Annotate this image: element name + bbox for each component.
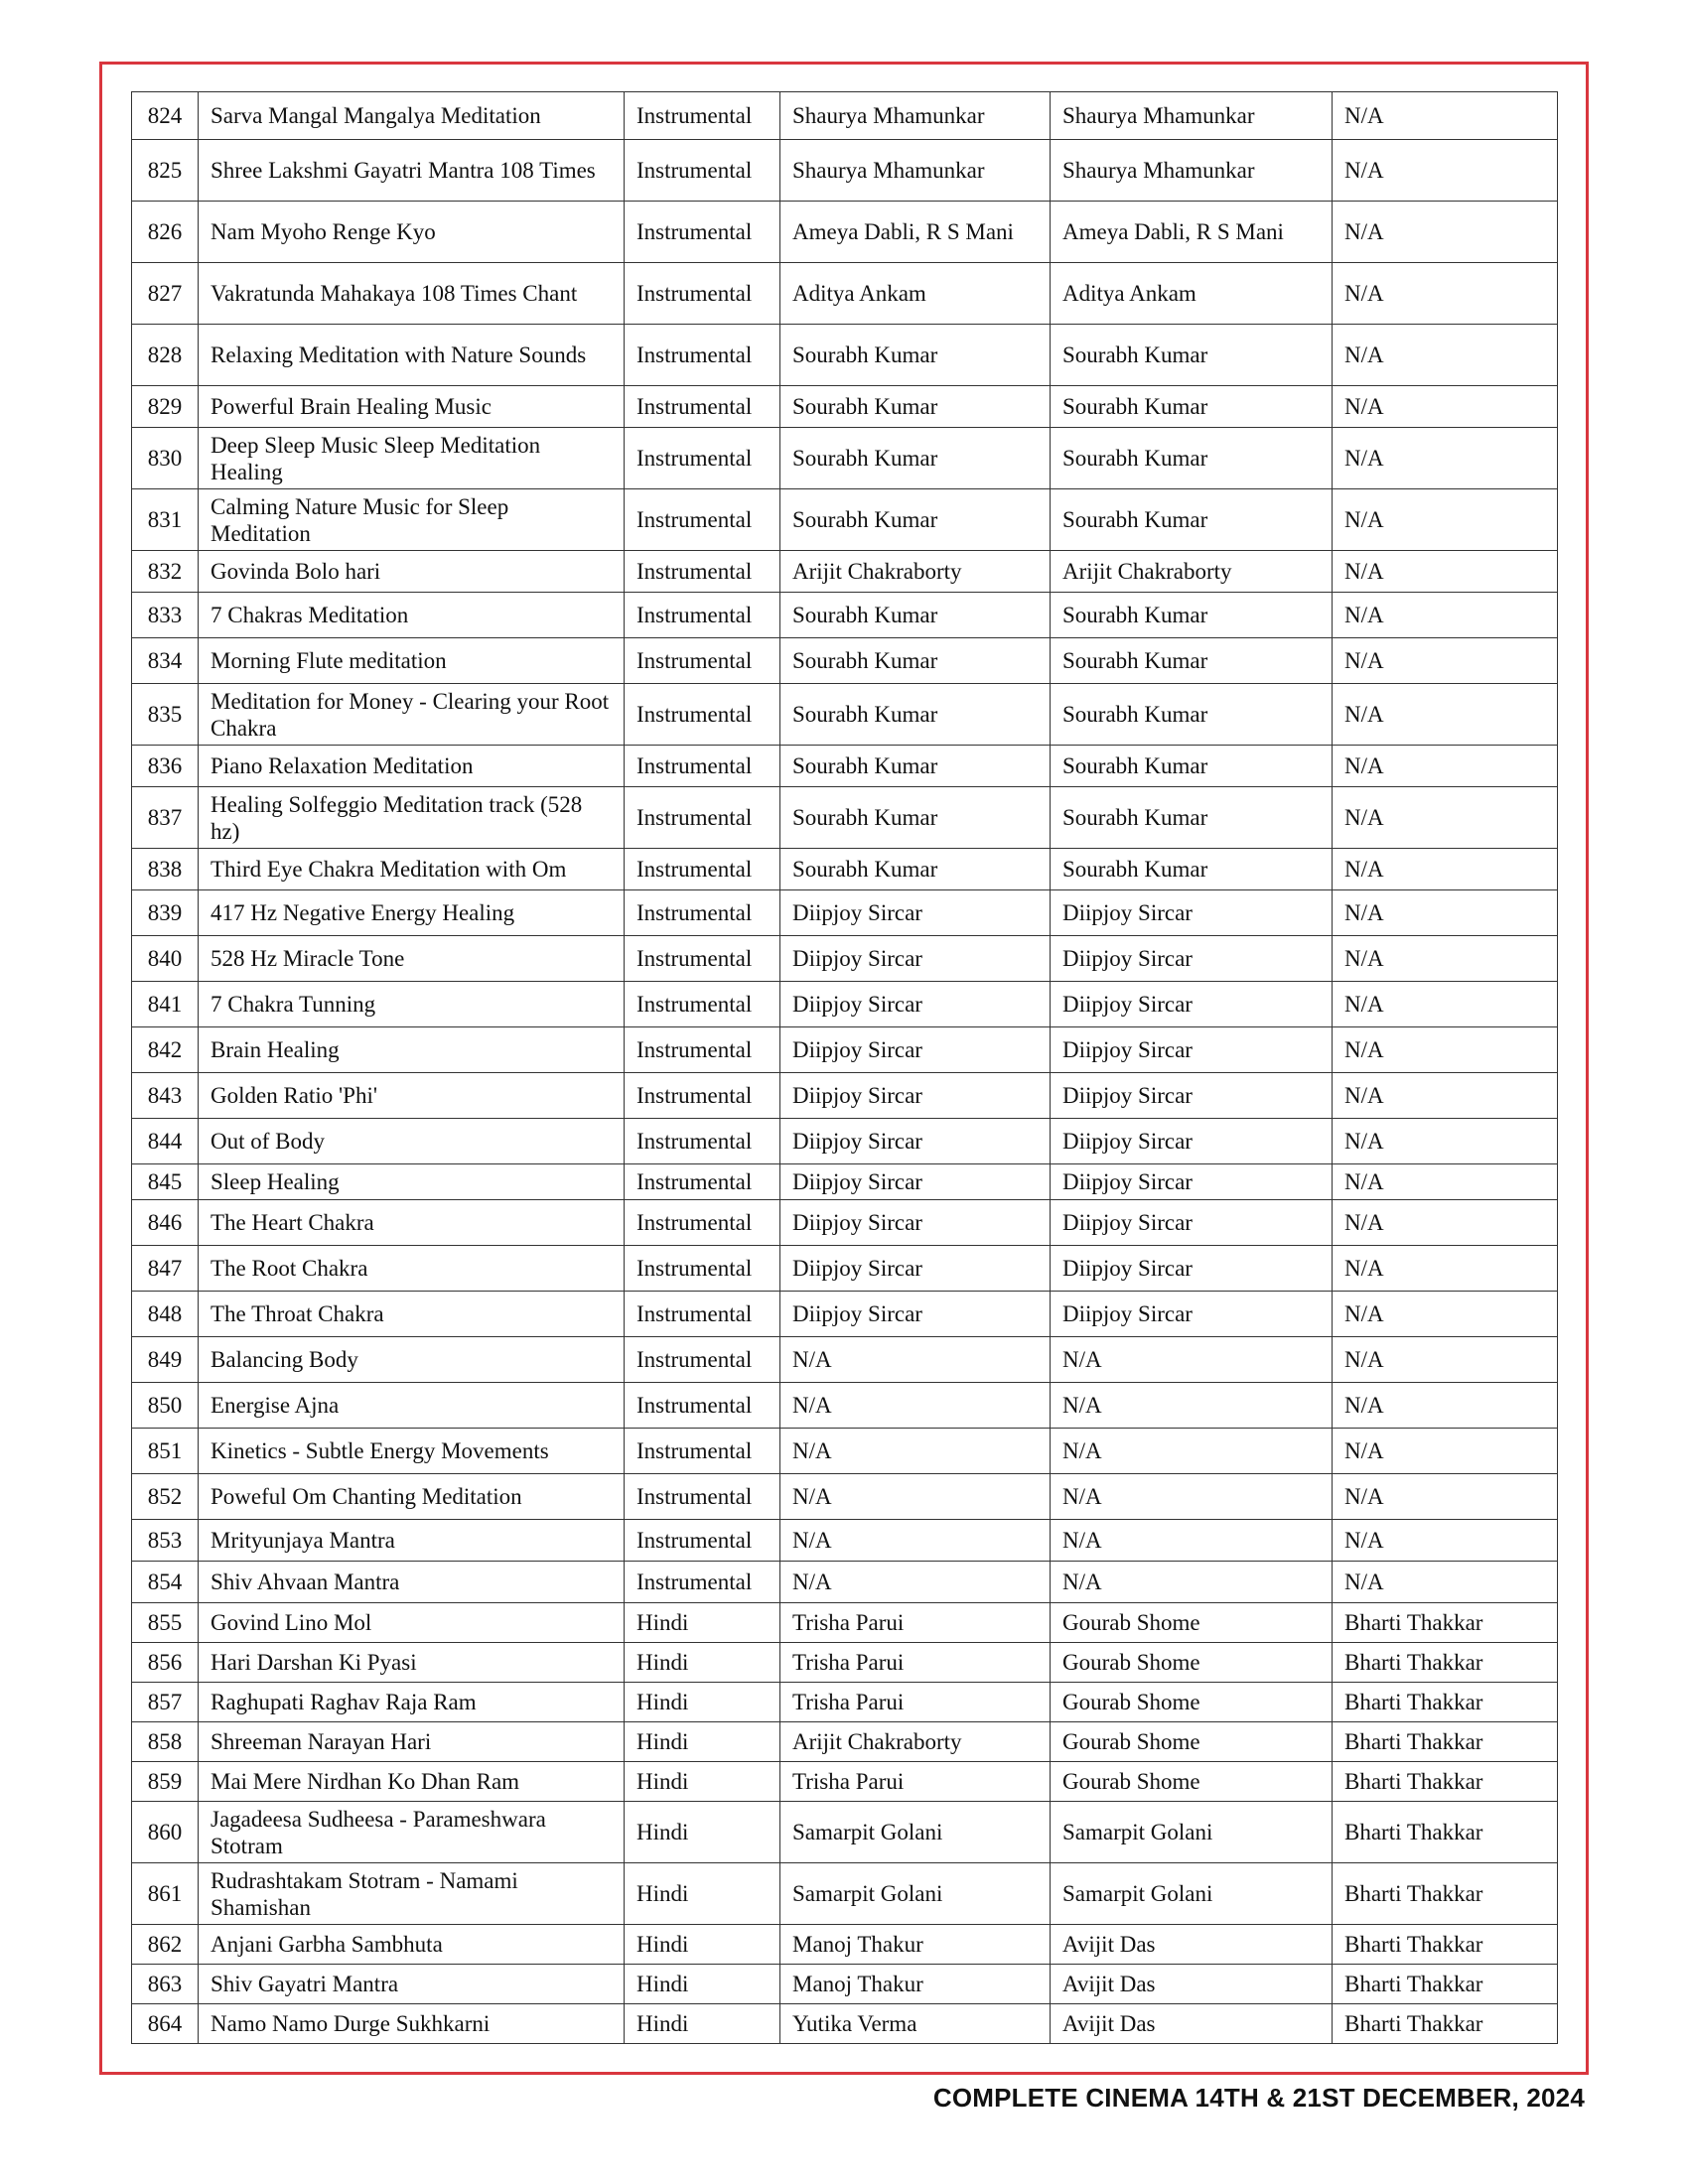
song-singer-cell: Samarpit Golani [780, 1802, 1051, 1863]
song-lyricist-cell: N/A [1333, 849, 1558, 890]
table-row [132, 746, 1558, 787]
song-lyricist-cell: N/A [1333, 1073, 1558, 1119]
table-row [132, 593, 1558, 638]
song-language-cell: Instrumental [625, 982, 780, 1027]
song-singer-cell: Trisha Parui [780, 1762, 1051, 1802]
song-language-cell: Instrumental [625, 890, 780, 936]
song-lyricist-cell: N/A [1333, 551, 1558, 593]
song-singer-cell: Sourabh Kumar [780, 638, 1051, 684]
table-row [132, 1073, 1558, 1119]
song-title-cell: Brain Healing [199, 1027, 625, 1073]
song-language-cell: Instrumental [625, 1429, 780, 1474]
song-composer-cell: Samarpit Golani [1051, 1863, 1333, 1925]
song-lyricist-cell: N/A [1333, 787, 1558, 849]
table-row [132, 1643, 1558, 1683]
song-title-cell: Govind Lino Mol [199, 1603, 625, 1643]
song-lyricist-cell: N/A [1333, 936, 1558, 982]
song-singer-cell: Shaurya Mhamunkar [780, 140, 1051, 202]
song-lyricist-cell: N/A [1333, 890, 1558, 936]
song-composer-cell: Sourabh Kumar [1051, 787, 1333, 849]
song-number-cell: 863 [132, 1965, 199, 2004]
song-lyricist-cell: N/A [1333, 684, 1558, 746]
song-lyricist-cell: N/A [1333, 593, 1558, 638]
song-composer-cell: Gourab Shome [1051, 1722, 1333, 1762]
song-singer-cell: Sourabh Kumar [780, 849, 1051, 890]
song-composer-cell: Sourabh Kumar [1051, 746, 1333, 787]
song-title-cell: Energise Ajna [199, 1383, 625, 1429]
song-number-cell: 838 [132, 849, 199, 890]
song-composer-cell: Sourabh Kumar [1051, 386, 1333, 428]
song-number-cell: 862 [132, 1925, 199, 1965]
song-title-cell: Nam Myoho Renge Kyo [199, 202, 625, 263]
song-title-cell: Namo Namo Durge Sukhkarni [199, 2004, 625, 2044]
song-title-cell: Shiv Gayatri Mantra [199, 1965, 625, 2004]
song-singer-cell: Sourabh Kumar [780, 684, 1051, 746]
song-singer-cell: Sourabh Kumar [780, 428, 1051, 489]
table-row [132, 1383, 1558, 1429]
song-singer-cell: Trisha Parui [780, 1603, 1051, 1643]
song-title-cell: Powerful Brain Healing Music [199, 386, 625, 428]
song-number-cell: 855 [132, 1603, 199, 1643]
song-singer-cell: Ameya Dabli, R S Mani [780, 202, 1051, 263]
song-title-cell: The Throat Chakra [199, 1292, 625, 1337]
song-title-cell: Healing Solfeggio Meditation track (528 hz) [199, 787, 625, 849]
song-composer-cell: N/A [1051, 1520, 1333, 1562]
song-lyricist-cell: Bharti Thakkar [1333, 1802, 1558, 1863]
song-composer-cell: Sourabh Kumar [1051, 638, 1333, 684]
song-singer-cell: Trisha Parui [780, 1683, 1051, 1722]
song-number-cell: 829 [132, 386, 199, 428]
song-number-cell: 860 [132, 1802, 199, 1863]
song-lyricist-cell: N/A [1333, 746, 1558, 787]
song-language-cell: Hindi [625, 1683, 780, 1722]
table-row [132, 787, 1558, 849]
song-language-cell: Instrumental [625, 1200, 780, 1246]
song-lyricist-cell: N/A [1333, 428, 1558, 489]
table-row [132, 1474, 1558, 1520]
song-composer-cell: N/A [1051, 1337, 1333, 1383]
song-language-cell: Instrumental [625, 386, 780, 428]
table-row [132, 982, 1558, 1027]
song-title-cell: Out of Body [199, 1119, 625, 1164]
song-title-cell: Anjani Garbha Sambhuta [199, 1925, 625, 1965]
song-lyricist-cell: N/A [1333, 1246, 1558, 1292]
song-composer-cell: Avijit Das [1051, 1925, 1333, 1965]
table-row [132, 1119, 1558, 1164]
song-number-cell: 828 [132, 325, 199, 386]
song-language-cell: Hindi [625, 1802, 780, 1863]
song-number-cell: 858 [132, 1722, 199, 1762]
song-lyricist-cell: Bharti Thakkar [1333, 1863, 1558, 1925]
song-lyricist-cell: Bharti Thakkar [1333, 2004, 1558, 2044]
song-title-cell: Golden Ratio 'Phi' [199, 1073, 625, 1119]
song-singer-cell: N/A [780, 1337, 1051, 1383]
song-number-cell: 832 [132, 551, 199, 593]
song-title-cell: 7 Chakra Tunning [199, 982, 625, 1027]
song-language-cell: Instrumental [625, 787, 780, 849]
song-language-cell: Instrumental [625, 638, 780, 684]
song-language-cell: Instrumental [625, 1073, 780, 1119]
song-singer-cell: Diipjoy Sircar [780, 1119, 1051, 1164]
song-singer-cell: Diipjoy Sircar [780, 1027, 1051, 1073]
song-language-cell: Instrumental [625, 746, 780, 787]
song-lyricist-cell: Bharti Thakkar [1333, 1683, 1558, 1722]
table-row [132, 1722, 1558, 1762]
table-row [132, 202, 1558, 263]
table-row [132, 1246, 1558, 1292]
table-row [132, 1292, 1558, 1337]
song-lyricist-cell: N/A [1333, 1164, 1558, 1200]
song-lyricist-cell: N/A [1333, 1292, 1558, 1337]
song-singer-cell: Diipjoy Sircar [780, 1292, 1051, 1337]
table-row [132, 140, 1558, 202]
song-number-cell: 835 [132, 684, 199, 746]
song-title-cell: Govinda Bolo hari [199, 551, 625, 593]
song-lyricist-cell: Bharti Thakkar [1333, 1722, 1558, 1762]
song-number-cell: 836 [132, 746, 199, 787]
song-singer-cell: N/A [780, 1429, 1051, 1474]
song-language-cell: Instrumental [625, 92, 780, 140]
song-number-cell: 845 [132, 1164, 199, 1200]
song-singer-cell: Sourabh Kumar [780, 787, 1051, 849]
song-singer-cell: Manoj Thakur [780, 1965, 1051, 2004]
song-singer-cell: Diipjoy Sircar [780, 1246, 1051, 1292]
song-language-cell: Hindi [625, 1925, 780, 1965]
song-number-cell: 842 [132, 1027, 199, 1073]
song-composer-cell: Diipjoy Sircar [1051, 1246, 1333, 1292]
song-title-cell: 528 Hz Miracle Tone [199, 936, 625, 982]
song-language-cell: Instrumental [625, 1292, 780, 1337]
song-number-cell: 841 [132, 982, 199, 1027]
table-row [132, 890, 1558, 936]
song-lyricist-cell: Bharti Thakkar [1333, 1643, 1558, 1683]
song-number-cell: 827 [132, 263, 199, 325]
song-number-cell: 834 [132, 638, 199, 684]
table-row [132, 1164, 1558, 1200]
song-lyricist-cell: N/A [1333, 982, 1558, 1027]
song-composer-cell: Arijit Chakraborty [1051, 551, 1333, 593]
song-title-cell: Shiv Ahvaan Mantra [199, 1562, 625, 1603]
song-title-cell: Sleep Healing [199, 1164, 625, 1200]
table-row [132, 2004, 1558, 2044]
song-singer-cell: N/A [780, 1474, 1051, 1520]
song-singer-cell: Sourabh Kumar [780, 386, 1051, 428]
song-number-cell: 825 [132, 140, 199, 202]
song-title-cell: Shreeman Narayan Hari [199, 1722, 625, 1762]
song-number-cell: 843 [132, 1073, 199, 1119]
song-singer-cell: Diipjoy Sircar [780, 982, 1051, 1027]
song-number-cell: 846 [132, 1200, 199, 1246]
song-lyricist-cell: N/A [1333, 1027, 1558, 1073]
song-number-cell: 831 [132, 489, 199, 551]
table-row [132, 386, 1558, 428]
table-row [132, 1337, 1558, 1383]
song-composer-cell: Samarpit Golani [1051, 1802, 1333, 1863]
song-language-cell: Hindi [625, 1863, 780, 1925]
table-row [132, 1603, 1558, 1643]
table-row [132, 428, 1558, 489]
song-number-cell: 861 [132, 1863, 199, 1925]
table-row [132, 489, 1558, 551]
song-composer-cell: Aditya Ankam [1051, 263, 1333, 325]
footer-publication-line: COMPLETE CINEMA 14TH & 21ST DECEMBER, 2024 [932, 2083, 1585, 2113]
song-composer-cell: Gourab Shome [1051, 1643, 1333, 1683]
song-title-cell: Raghupati Raghav Raja Ram [199, 1683, 625, 1722]
song-number-cell: 853 [132, 1520, 199, 1562]
song-composer-cell: Ameya Dabli, R S Mani [1051, 202, 1333, 263]
song-composer-cell: Shaurya Mhamunkar [1051, 92, 1333, 140]
song-singer-cell: Diipjoy Sircar [780, 890, 1051, 936]
table-row [132, 551, 1558, 593]
song-composer-cell: Diipjoy Sircar [1051, 1119, 1333, 1164]
song-singer-cell: Sourabh Kumar [780, 489, 1051, 551]
song-singer-cell: Arijit Chakraborty [780, 551, 1051, 593]
song-singer-cell: Diipjoy Sircar [780, 936, 1051, 982]
song-composer-cell: Gourab Shome [1051, 1762, 1333, 1802]
song-title-cell: 7 Chakras Meditation [199, 593, 625, 638]
song-lyricist-cell: N/A [1333, 1429, 1558, 1474]
song-lyricist-cell: N/A [1333, 1200, 1558, 1246]
table-row [132, 1802, 1558, 1863]
song-number-cell: 833 [132, 593, 199, 638]
song-number-cell: 848 [132, 1292, 199, 1337]
song-number-cell: 859 [132, 1762, 199, 1802]
song-number-cell: 839 [132, 890, 199, 936]
song-title-cell: Rudrashtakam Stotram - Namami Shamishan [199, 1863, 625, 1925]
table-row [132, 325, 1558, 386]
song-number-cell: 849 [132, 1337, 199, 1383]
song-title-cell: Poweful Om Chanting Meditation [199, 1474, 625, 1520]
song-language-cell: Instrumental [625, 1474, 780, 1520]
song-composer-cell: Diipjoy Sircar [1051, 936, 1333, 982]
song-composer-cell: Diipjoy Sircar [1051, 982, 1333, 1027]
song-composer-cell: Shaurya Mhamunkar [1051, 140, 1333, 202]
song-title-cell: The Heart Chakra [199, 1200, 625, 1246]
song-number-cell: 840 [132, 936, 199, 982]
song-singer-cell: Trisha Parui [780, 1643, 1051, 1683]
song-title-cell: Hari Darshan Ki Pyasi [199, 1643, 625, 1683]
table-row [132, 1863, 1558, 1925]
song-composer-cell: Diipjoy Sircar [1051, 1200, 1333, 1246]
song-number-cell: 850 [132, 1383, 199, 1429]
song-language-cell: Instrumental [625, 1520, 780, 1562]
song-lyricist-cell: N/A [1333, 1520, 1558, 1562]
song-language-cell: Hindi [625, 2004, 780, 2044]
table-row [132, 1200, 1558, 1246]
song-title-cell: Third Eye Chakra Meditation with Om [199, 849, 625, 890]
song-language-cell: Instrumental [625, 202, 780, 263]
song-lyricist-cell: Bharti Thakkar [1333, 1603, 1558, 1643]
song-title-cell: Morning Flute meditation [199, 638, 625, 684]
song-title-cell: Kinetics - Subtle Energy Movements [199, 1429, 625, 1474]
song-composer-cell: Diipjoy Sircar [1051, 1164, 1333, 1200]
song-title-cell: Jagadeesa Sudheesa - Parameshwara Stotram [199, 1802, 625, 1863]
song-composer-cell: Sourabh Kumar [1051, 849, 1333, 890]
song-composer-cell: Sourabh Kumar [1051, 428, 1333, 489]
song-title-cell: Relaxing Meditation with Nature Sounds [199, 325, 625, 386]
song-composer-cell: Sourabh Kumar [1051, 684, 1333, 746]
song-composer-cell: Diipjoy Sircar [1051, 1027, 1333, 1073]
song-number-cell: 837 [132, 787, 199, 849]
table-row [132, 1762, 1558, 1802]
song-singer-cell: Aditya Ankam [780, 263, 1051, 325]
song-title-cell: Mai Mere Nirdhan Ko Dhan Ram [199, 1762, 625, 1802]
song-language-cell: Instrumental [625, 140, 780, 202]
song-lyricist-cell: N/A [1333, 386, 1558, 428]
song-language-cell: Hindi [625, 1722, 780, 1762]
song-singer-cell: Sourabh Kumar [780, 593, 1051, 638]
song-composer-cell: Diipjoy Sircar [1051, 1073, 1333, 1119]
song-singer-cell: Sourabh Kumar [780, 325, 1051, 386]
song-lyricist-cell: N/A [1333, 140, 1558, 202]
song-title-cell: Shree Lakshmi Gayatri Mantra 108 Times [199, 140, 625, 202]
song-composer-cell: Gourab Shome [1051, 1603, 1333, 1643]
song-number-cell: 857 [132, 1683, 199, 1722]
song-title-cell: Deep Sleep Music Sleep Meditation Healing [199, 428, 625, 489]
song-lyricist-cell: N/A [1333, 1119, 1558, 1164]
song-singer-cell: Manoj Thakur [780, 1925, 1051, 1965]
table-row [132, 1027, 1558, 1073]
song-title-cell: Vakratunda Mahakaya 108 Times Chant [199, 263, 625, 325]
song-title-cell: 417 Hz Negative Energy Healing [199, 890, 625, 936]
song-language-cell: Hindi [625, 1965, 780, 2004]
song-language-cell: Instrumental [625, 1027, 780, 1073]
table-row [132, 936, 1558, 982]
table-row [132, 638, 1558, 684]
song-title-cell: Sarva Mangal Mangalya Meditation [199, 92, 625, 140]
table-row [132, 1562, 1558, 1603]
song-composer-cell: Sourabh Kumar [1051, 489, 1333, 551]
song-composer-cell: Avijit Das [1051, 1965, 1333, 2004]
song-number-cell: 824 [132, 92, 199, 140]
song-lyricist-cell: N/A [1333, 202, 1558, 263]
song-composer-cell: N/A [1051, 1562, 1333, 1603]
song-singer-cell: N/A [780, 1520, 1051, 1562]
song-number-cell: 852 [132, 1474, 199, 1520]
table-row [132, 1429, 1558, 1474]
song-number-cell: 844 [132, 1119, 199, 1164]
song-number-cell: 864 [132, 2004, 199, 2044]
song-singer-cell: Arijit Chakraborty [780, 1722, 1051, 1762]
song-language-cell: Instrumental [625, 1119, 780, 1164]
song-singer-cell: Shaurya Mhamunkar [780, 92, 1051, 140]
song-language-cell: Instrumental [625, 489, 780, 551]
song-language-cell: Hindi [625, 1643, 780, 1683]
song-title-cell: Balancing Body [199, 1337, 625, 1383]
song-number-cell: 847 [132, 1246, 199, 1292]
song-lyricist-cell: N/A [1333, 325, 1558, 386]
song-singer-cell: N/A [780, 1383, 1051, 1429]
table-row [132, 1965, 1558, 2004]
song-language-cell: Instrumental [625, 551, 780, 593]
song-lyricist-cell: N/A [1333, 1562, 1558, 1603]
song-language-cell: Hindi [625, 1603, 780, 1643]
song-lyricist-cell: N/A [1333, 638, 1558, 684]
song-number-cell: 854 [132, 1562, 199, 1603]
song-lyricist-cell: N/A [1333, 92, 1558, 140]
song-singer-cell: Sourabh Kumar [780, 746, 1051, 787]
song-language-cell: Instrumental [625, 1164, 780, 1200]
song-language-cell: Instrumental [625, 1562, 780, 1603]
song-title-cell: Mrityunjaya Mantra [199, 1520, 625, 1562]
song-singer-cell: Diipjoy Sircar [780, 1073, 1051, 1119]
song-language-cell: Instrumental [625, 428, 780, 489]
song-composer-cell: N/A [1051, 1474, 1333, 1520]
song-number-cell: 856 [132, 1643, 199, 1683]
table-row [132, 684, 1558, 746]
song-language-cell: Instrumental [625, 593, 780, 638]
song-singer-cell: Yutika Verma [780, 2004, 1051, 2044]
song-composer-cell: Diipjoy Sircar [1051, 1292, 1333, 1337]
song-language-cell: Hindi [625, 1762, 780, 1802]
table-row [132, 1925, 1558, 1965]
song-listing-body [132, 92, 1558, 2044]
table-row [132, 92, 1558, 140]
song-composer-cell: N/A [1051, 1429, 1333, 1474]
song-composer-cell: Sourabh Kumar [1051, 325, 1333, 386]
song-lyricist-cell: Bharti Thakkar [1333, 1925, 1558, 1965]
song-number-cell: 830 [132, 428, 199, 489]
table-row [132, 1683, 1558, 1722]
song-title-cell: Meditation for Money - Clearing your Root Chakra [199, 684, 625, 746]
song-composer-cell: N/A [1051, 1383, 1333, 1429]
table-row [132, 849, 1558, 890]
song-language-cell: Instrumental [625, 849, 780, 890]
song-composer-cell: Avijit Das [1051, 2004, 1333, 2044]
song-lyricist-cell: N/A [1333, 263, 1558, 325]
song-composer-cell: Diipjoy Sircar [1051, 890, 1333, 936]
song-singer-cell: Diipjoy Sircar [780, 1164, 1051, 1200]
song-composer-cell: Sourabh Kumar [1051, 593, 1333, 638]
song-language-cell: Instrumental [625, 1337, 780, 1383]
song-lyricist-cell: N/A [1333, 1337, 1558, 1383]
song-lyricist-cell: Bharti Thakkar [1333, 1965, 1558, 2004]
table-row [132, 1520, 1558, 1562]
song-composer-cell: Gourab Shome [1051, 1683, 1333, 1722]
song-language-cell: Instrumental [625, 325, 780, 386]
song-singer-cell: Samarpit Golani [780, 1863, 1051, 1925]
song-language-cell: Instrumental [625, 1246, 780, 1292]
song-number-cell: 851 [132, 1429, 199, 1474]
song-title-cell: The Root Chakra [199, 1246, 625, 1292]
song-number-cell: 826 [132, 202, 199, 263]
song-title-cell: Calming Nature Music for Sleep Meditation [199, 489, 625, 551]
song-lyricist-cell: Bharti Thakkar [1333, 1762, 1558, 1802]
song-lyricist-cell: N/A [1333, 1474, 1558, 1520]
song-lyricist-cell: N/A [1333, 489, 1558, 551]
song-language-cell: Instrumental [625, 263, 780, 325]
song-language-cell: Instrumental [625, 936, 780, 982]
song-listing-table [131, 91, 1558, 2044]
song-language-cell: Instrumental [625, 1383, 780, 1429]
song-title-cell: Piano Relaxation Meditation [199, 746, 625, 787]
song-language-cell: Instrumental [625, 684, 780, 746]
song-lyricist-cell: N/A [1333, 1383, 1558, 1429]
song-singer-cell: Diipjoy Sircar [780, 1200, 1051, 1246]
song-singer-cell: N/A [780, 1562, 1051, 1603]
table-row [132, 263, 1558, 325]
